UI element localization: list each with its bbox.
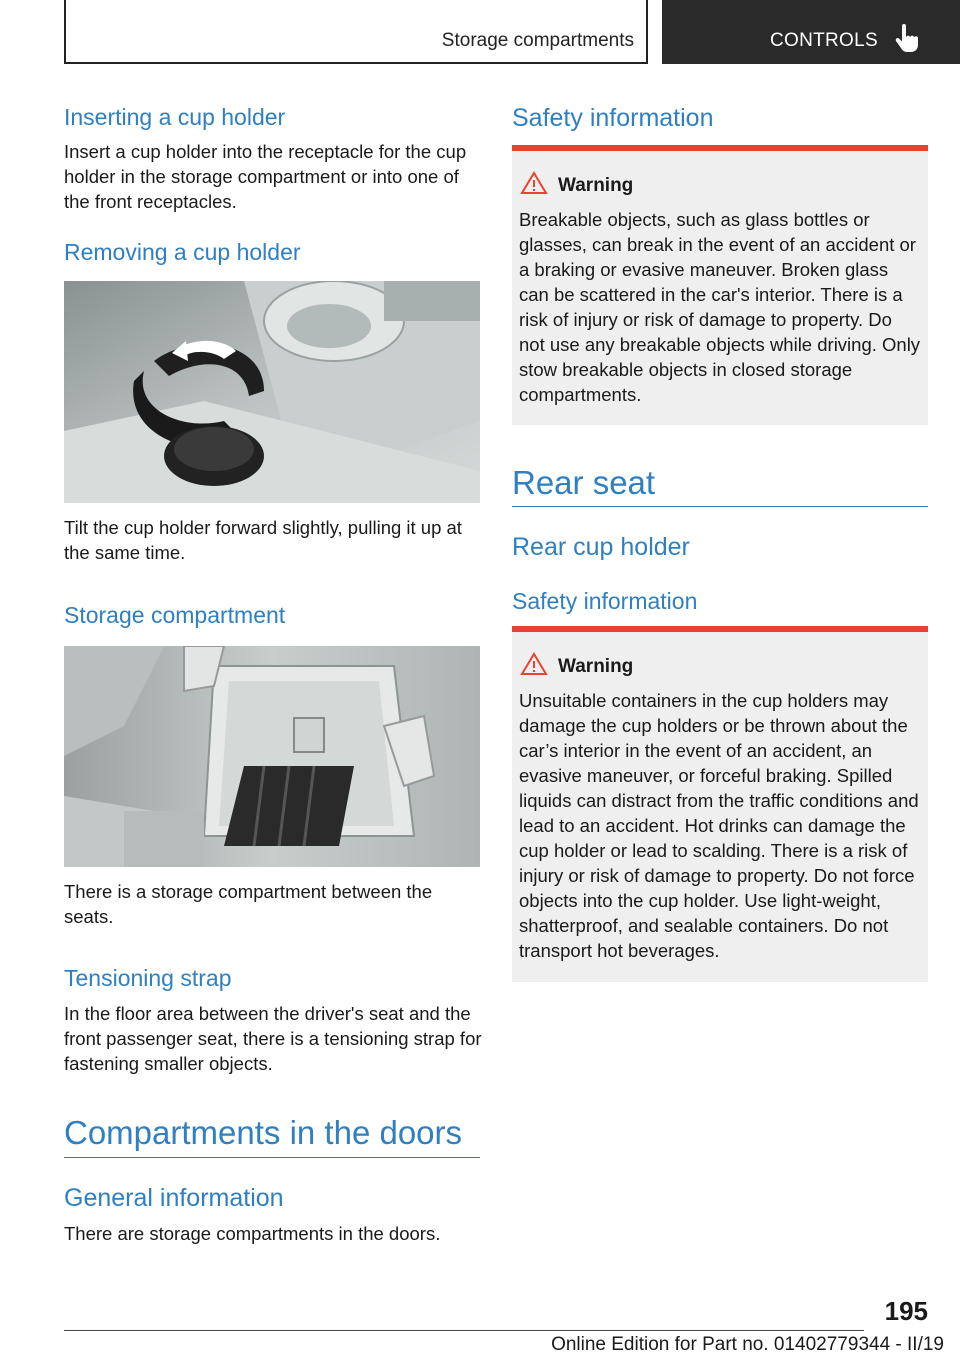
safety-information-heading: Safety information [512, 104, 714, 132]
storage-compartment-illustration [64, 646, 480, 867]
warning-text: Unsuitable containers in the cup holders may damage the cup holders or be thrown about the car’s interior in the event of an accident, an evasive maneuver, or forceful braking. Spilled liquids can distract from the traffic conditions and lead to an accident. Hot drinks can damage the cup holder or lead to scalding. There is a risk of injury or risk of damage to property. Do not force objects into the cup holder. Use light-weight, shatterproof, and sealable containers. Do not transport hot beverages. [519, 690, 919, 961]
compartments-in-doors-heading: Compartments in the doors [64, 1114, 463, 1151]
warning-box-breakable [512, 145, 928, 425]
warning-triangle-icon [520, 171, 548, 195]
footer-edition: Online Edition for Part no. 01402779344 - II/19 [551, 1334, 944, 1355]
header-chapter-box [662, 0, 960, 64]
general-information-heading: General information [64, 1184, 284, 1212]
warning-text: Breakable objects, such as glass bottles or glasses, can break in the event of an accident or a braking or evasive maneuver. Broken glass can be scattered in the car's interior. There is a risk of injury or risk of damage to property. Do not use any breakable objects while driving. Only stow breakable objects in closed storage compartments. [519, 209, 921, 405]
section-divider [64, 1157, 480, 1158]
hand-pointer-icon [894, 24, 920, 54]
removing-cup-holder-caption: Tilt the cup holder forward slightly, pulling it up at the same time. [64, 517, 462, 563]
header-section-box [64, 0, 648, 64]
removing-cup-holder-heading: Removing a cup holder [64, 239, 301, 265]
rear-safety-information-heading: Safety information [512, 588, 698, 614]
inserting-cup-holder-heading: Inserting a cup holder [64, 104, 286, 130]
warning-box-containers [512, 626, 928, 982]
inserting-cup-holder-text: Insert a cup holder into the receptacle for the cup holder in the storage compartment or into one of the front receptacles. [64, 141, 467, 212]
rear-cup-holder-heading: Rear cup holder [512, 533, 690, 561]
warning-label: Warning [558, 175, 634, 196]
storage-compartment-caption: There is a storage compartment between the seats. [64, 881, 433, 927]
warning-label: Warning [558, 656, 634, 677]
header-chapter-title: CONTROLS [770, 30, 878, 51]
storage-compartment-heading: Storage compartment [64, 602, 286, 628]
tensioning-strap-text: In the floor area between the driver's seat and the front passenger seat, there is a tensioning strap for fastening smaller objects. [64, 1003, 482, 1074]
header-section-title: Storage compartments [441, 30, 634, 51]
cup-holder-illustration [64, 281, 480, 503]
warning-triangle-icon [520, 652, 548, 676]
footer-divider [64, 1330, 864, 1331]
general-information-text: There are storage compartments in the doors. [64, 1223, 441, 1244]
page-number: 195 [884, 1296, 928, 1326]
section-divider [512, 506, 928, 507]
rear-seat-heading: Rear seat [512, 464, 656, 501]
tensioning-strap-heading: Tensioning strap [64, 965, 232, 991]
